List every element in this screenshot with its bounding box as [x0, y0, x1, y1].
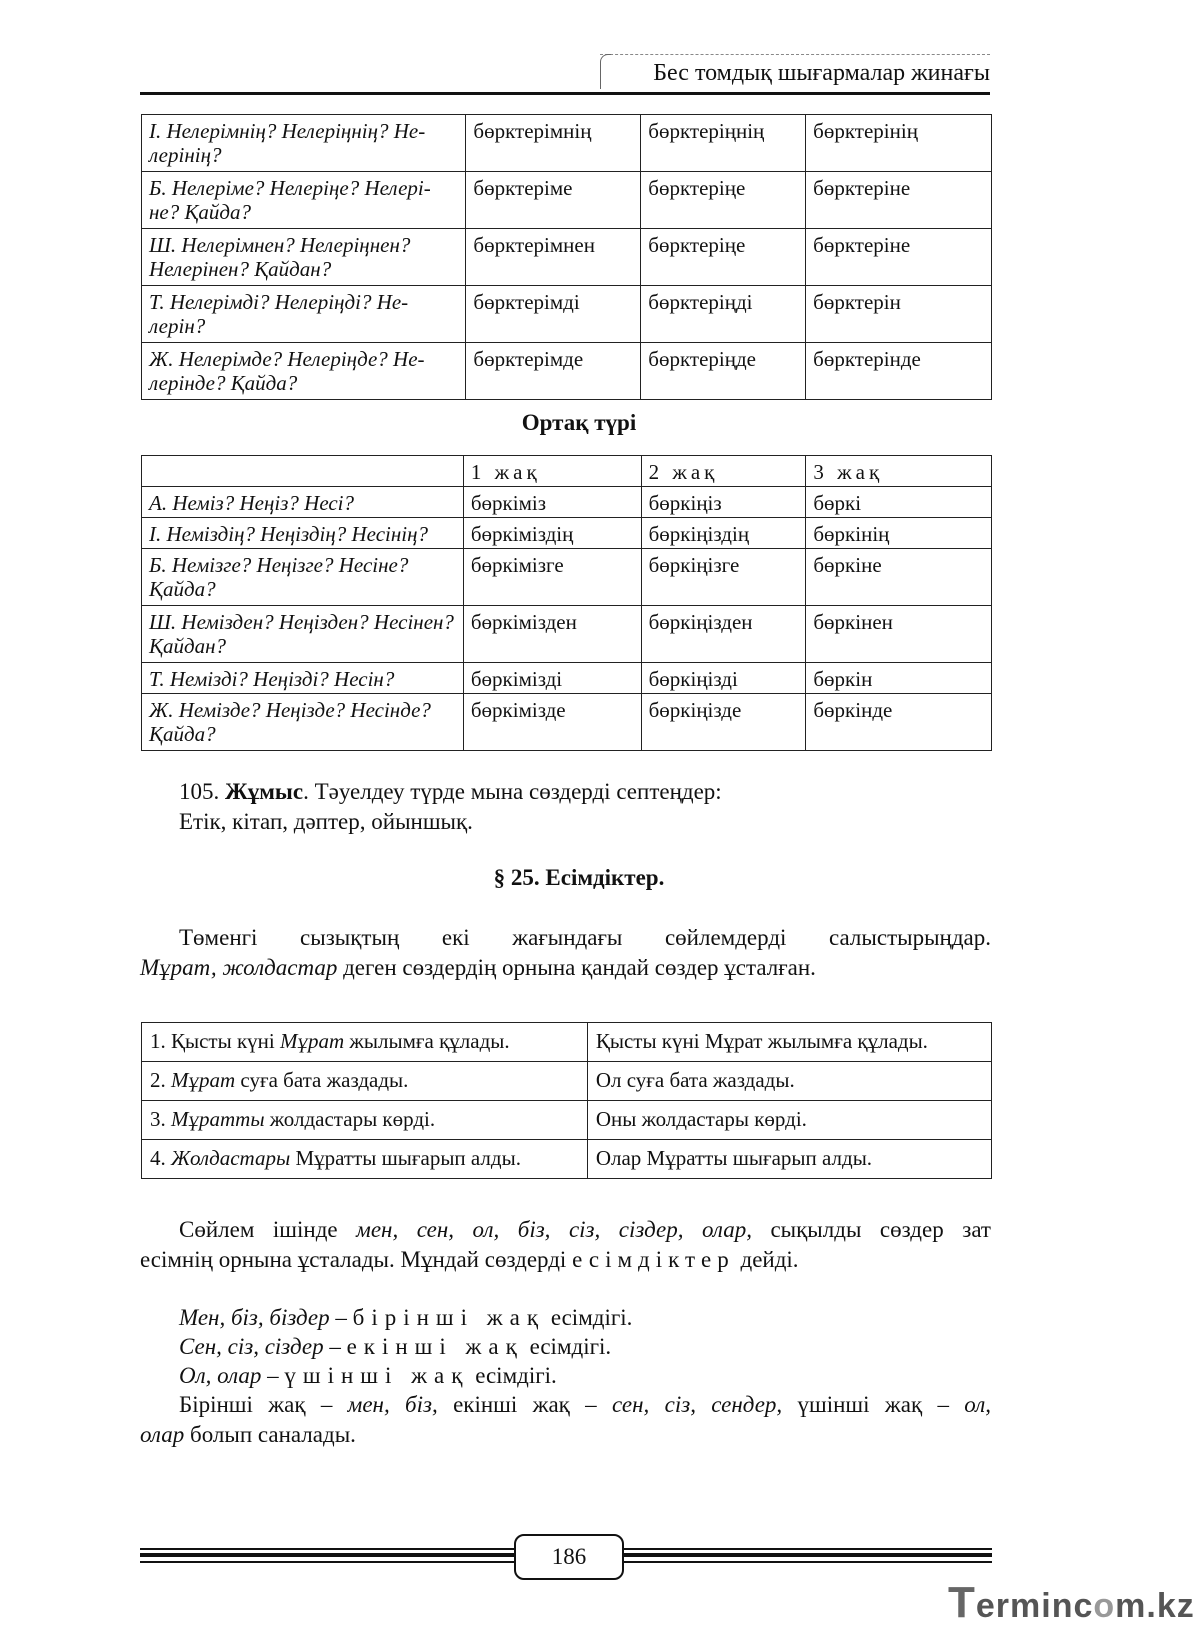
table-cell: бөрктеріңде [641, 343, 806, 400]
table-cell: бөркіңізге [641, 549, 806, 606]
table-row [142, 606, 992, 663]
italic-run: Сен, сіз, сіздер [179, 1334, 324, 1359]
table-row [142, 115, 992, 172]
table-cell: бөркінен [806, 606, 992, 663]
table-cell: бөркіңіз [641, 487, 806, 518]
table-cell: бөркімізді [463, 663, 641, 694]
dash: – [261, 1363, 285, 1388]
cell-italic: Мұрат [171, 1068, 236, 1092]
table-cell: Б. Нелеріме? Нелеріңе? Нелері-не? Қайда? [142, 172, 466, 229]
table-cell: бөркіміз [463, 487, 641, 518]
italic-run: мен, сен, ол, біз, сіз, сіздер, олар, [356, 1217, 752, 1242]
table-row [142, 694, 992, 751]
logo-text: m.kz [1115, 1587, 1195, 1625]
table-row [142, 518, 992, 549]
table-cell: Ш. Немізден? Неңізден? Несінен? Қайдан? [142, 606, 464, 663]
cell-italic: Мұратты [171, 1107, 265, 1131]
table-cell [142, 1140, 588, 1179]
italic-run: Мен, біз, біздер [179, 1305, 330, 1330]
table-cell: бөрктеріне [806, 229, 992, 286]
italic-run: ол, [964, 1392, 991, 1417]
table-cell: бөрктерімнен [466, 229, 641, 286]
cell-italic: Мұрат [280, 1029, 345, 1053]
italic-run: Ол, олар [179, 1363, 262, 1388]
exercise-line [179, 777, 722, 807]
table-cell: бөрктеріме [466, 172, 641, 229]
header-title: Бес томдық шығармалар жинағы [653, 60, 990, 86]
table-cell: бөрктеріне [806, 172, 992, 229]
exercise-words: Етік, кітап, дәптер, ойыншық. [179, 809, 473, 834]
header-ornament [600, 54, 611, 89]
table-cell: бөркіңізді [641, 663, 806, 694]
spaced-term: екінші жақ [346, 1334, 524, 1359]
table-row [142, 172, 992, 229]
table-row [142, 487, 992, 518]
table-cell: бөрктерімнің [466, 115, 641, 172]
exercise-text: . Тәуелдеу түрде мына сөздерді септеңдер: [303, 779, 722, 804]
text-run: есімдігі. [523, 1334, 612, 1359]
table-cell: Ш. Нелерімнен? Нелеріңнен? Нелерінен? Қайдан? [142, 229, 466, 286]
table-cell [142, 1101, 588, 1140]
table-cell: бөрктеріңнің [641, 115, 806, 172]
table-row [142, 343, 992, 400]
spaced-term: бірінші жақ [352, 1305, 546, 1330]
header-dashed-line [600, 54, 990, 55]
logo-letter: T [948, 1578, 976, 1627]
intro-italic: Мұрат, жолдастар [140, 955, 338, 980]
table-cell: бөрктеріңе [641, 172, 806, 229]
table-row [142, 663, 992, 694]
header-rule [140, 92, 990, 95]
person-line-3 [179, 1361, 557, 1391]
table-cell: бөркімізде [463, 694, 641, 751]
table-cell: бөрктерімді [466, 286, 641, 343]
table-header-cell: 2 жақ [641, 456, 806, 487]
table-cell: Т. Нелерімді? Нелеріңді? Не-лерін? [142, 286, 466, 343]
table-cell: Б. Немізге? Неңізге? Несіне? Қайда? [142, 549, 464, 606]
table-cell: бөрктерінің [806, 115, 992, 172]
table-cell: бөрктерімде [466, 343, 641, 400]
table-header-cell: 3 жақ [806, 456, 992, 487]
table-cell: А. Неміз? Неңіз? Несі? [142, 487, 464, 518]
row-number: 1. [150, 1029, 171, 1053]
text-run: сықылды сөздер зат [751, 1217, 991, 1242]
row-number: 3. [150, 1107, 171, 1131]
italic-run: сен, сіз, сендер, [612, 1392, 783, 1417]
row-number: 4. [150, 1146, 171, 1170]
table-cell: бөркінде [806, 694, 992, 751]
person-line-2 [179, 1332, 611, 1362]
intro-line-1: Төменгі сызықтың екі жағындағы сөйлемдерді салыстырыңдар. [179, 925, 991, 950]
table-row [142, 229, 992, 286]
cell-text: Қысты күні [171, 1029, 280, 1053]
table-header-cell [142, 456, 464, 487]
table-cell: бөркіңізден [641, 606, 806, 663]
text-run: екінші жақ – [437, 1392, 613, 1417]
table-cell: бөрктерін [806, 286, 992, 343]
person-line-1 [179, 1303, 632, 1333]
logo-magnifier-icon: о [1093, 1587, 1116, 1625]
spaced-term: есімдіктер [572, 1247, 735, 1272]
para3-line-1 [179, 1390, 991, 1420]
text-run: үшінші жақ – [782, 1392, 965, 1417]
table-row [142, 1101, 992, 1140]
dash: – [323, 1334, 347, 1359]
subsection-title: Ортақ түрі [521, 410, 637, 435]
table-cell: Қысты күні Мұрат жылымға құлады. [587, 1023, 991, 1062]
table-cell: бөркін [806, 663, 992, 694]
exercise-label: Жұмыс [225, 779, 304, 804]
table-cell: І. Неміздің? Неңіздің? Несінің? [142, 518, 464, 549]
table-cell: Т. Немізді? Неңізді? Несін? [142, 663, 464, 694]
row-number: 2. [150, 1068, 171, 1092]
logo-text: erminc [975, 1587, 1094, 1625]
table-cell: бөрктерінде [806, 343, 992, 400]
text-run: болып саналады. [184, 1422, 356, 1447]
text-run: есімнің орнына ұсталады. Мұндай сөздерді [140, 1247, 573, 1272]
declension-table-plural [141, 114, 992, 400]
table-row [142, 549, 992, 606]
cell-text: Мұратты шығарып алды. [290, 1146, 521, 1170]
text-run: Сөйлем ішінде [179, 1217, 357, 1242]
table-cell: бөркі [806, 487, 992, 518]
text-run: есімдігі. [469, 1363, 557, 1388]
intro-rest: деген сөздердің орнына қандай сөздер ұсталған. [337, 955, 816, 980]
running-header [140, 50, 990, 96]
table-cell [142, 1023, 588, 1062]
text-run: Бірінші жақ – [179, 1392, 348, 1417]
table-cell: бөркіміздің [463, 518, 641, 549]
para2-line-1 [179, 1215, 991, 1245]
table-cell: І. Нелерімнің? Нелеріңнің? Не-лерінің? [142, 115, 466, 172]
cell-text: жылымға құлады. [344, 1029, 510, 1053]
table-cell: Ж. Немізде? Неңізде? Несінде? Қайда? [142, 694, 464, 751]
table-cell [142, 1062, 588, 1101]
table-cell: бөркіңізде [641, 694, 806, 751]
table-row [142, 1140, 992, 1179]
intro-line-2 [140, 953, 816, 983]
table-cell: Ж. Нелерімде? Нелеріңде? Не-лерінде? Қайда? [142, 343, 466, 400]
table-cell: Ол суға бата жаздады. [587, 1062, 991, 1101]
watermark-logo [948, 1578, 1195, 1628]
table-cell: бөрктеріңді [641, 286, 806, 343]
table-cell: бөркіңіздің [641, 518, 806, 549]
table-cell: Оны жолдастары көрді. [587, 1101, 991, 1140]
italic-run: мен, біз, [347, 1392, 438, 1417]
table-cell: бөркімізден [463, 606, 641, 663]
table-cell: бөркімізге [463, 549, 641, 606]
table-cell: Олар Мұратты шығарып алды. [587, 1140, 991, 1179]
table-header-row [142, 456, 992, 487]
table-row [142, 286, 992, 343]
cell-italic: Жолдастары [171, 1146, 291, 1170]
page-number: 186 [514, 1534, 624, 1580]
exercise-number: 105. [179, 779, 220, 804]
declension-table-common [141, 455, 992, 751]
spaced-term: үшінші жақ [284, 1363, 470, 1388]
comparison-table [141, 1022, 992, 1179]
cell-text: жолдастары көрді. [264, 1107, 436, 1131]
cell-text: суға бата жаздады. [235, 1068, 409, 1092]
dash: – [329, 1305, 353, 1330]
italic-run: олар [140, 1422, 185, 1447]
text-run: дейді. [734, 1247, 799, 1272]
text-run: есімдігі. [545, 1305, 633, 1330]
table-header-cell: 1 жақ [463, 456, 641, 487]
table-row [142, 1023, 992, 1062]
table-cell: бөрктеріңе [641, 229, 806, 286]
table-cell: бөркіне [806, 549, 992, 606]
para3-line-2 [140, 1420, 356, 1450]
section-title: § 25. Есімдіктер. [493, 865, 665, 890]
table-cell: бөркінің [806, 518, 992, 549]
table-row [142, 1062, 992, 1101]
para2-line-2 [140, 1245, 799, 1275]
